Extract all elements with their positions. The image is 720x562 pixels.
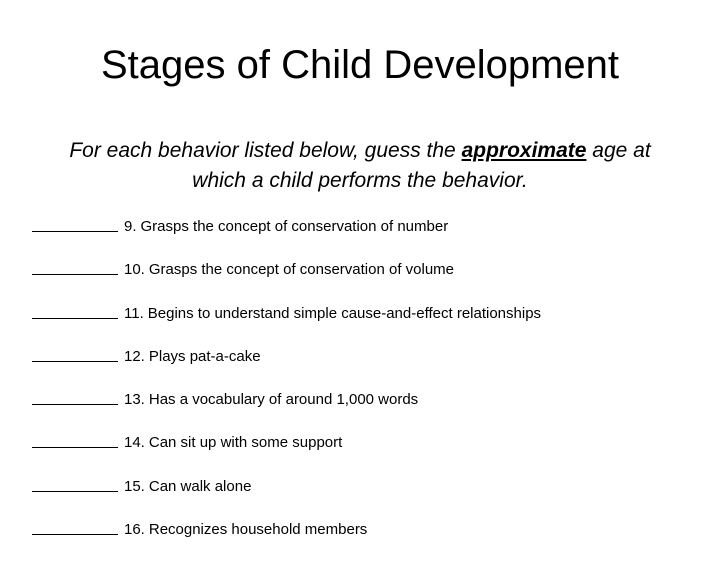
answer-blank[interactable] — [32, 432, 118, 448]
list-item — [32, 259, 712, 302]
answer-blank[interactable] — [32, 389, 118, 405]
item-text: Grasps the concept of conservation of number — [140, 218, 449, 235]
item-number: 10. — [124, 261, 145, 279]
instructions-text-after: age at which a child performs the behavior. — [192, 139, 651, 192]
list-item — [32, 303, 712, 346]
item-number: 14. — [124, 434, 145, 452]
list-item — [32, 216, 712, 259]
answer-blank[interactable] — [32, 303, 118, 319]
item-number: 11. — [124, 304, 144, 322]
item-text: Can sit up with some support — [148, 434, 343, 452]
item-text: Can walk alone — [148, 477, 252, 495]
list-item — [32, 389, 712, 432]
list-item — [32, 346, 712, 389]
page-title: Stages of Child Development — [100, 43, 620, 87]
instructions — [40, 136, 680, 196]
answer-blank[interactable] — [32, 259, 118, 275]
answer-blank[interactable] — [32, 519, 118, 535]
item-text: Begins to understand simple cause-and-effect relationships — [147, 304, 542, 322]
answer-blank[interactable] — [32, 346, 118, 362]
list-item — [32, 432, 712, 475]
behavior-list — [32, 216, 712, 562]
item-text: Plays pat-a-cake — [148, 347, 261, 365]
answer-blank[interactable] — [32, 476, 118, 492]
item-text: Recognizes household members — [148, 521, 368, 539]
item-number: 13. — [124, 391, 145, 409]
answer-blank[interactable] — [32, 216, 118, 232]
item-number: 16. — [124, 521, 145, 539]
item-number: 9. — [124, 218, 137, 235]
item-text: Has a vocabulary of around 1,000 words — [148, 391, 419, 409]
list-item — [32, 476, 712, 519]
instructions-emphasis: approximate — [461, 139, 587, 162]
item-number: 12. — [124, 347, 145, 365]
item-number: 15. — [124, 477, 145, 495]
instructions-text-before: For each behavior listed below, guess the — [69, 139, 462, 162]
list-item — [32, 519, 712, 562]
item-text: Grasps the concept of conservation of volume — [148, 261, 455, 279]
